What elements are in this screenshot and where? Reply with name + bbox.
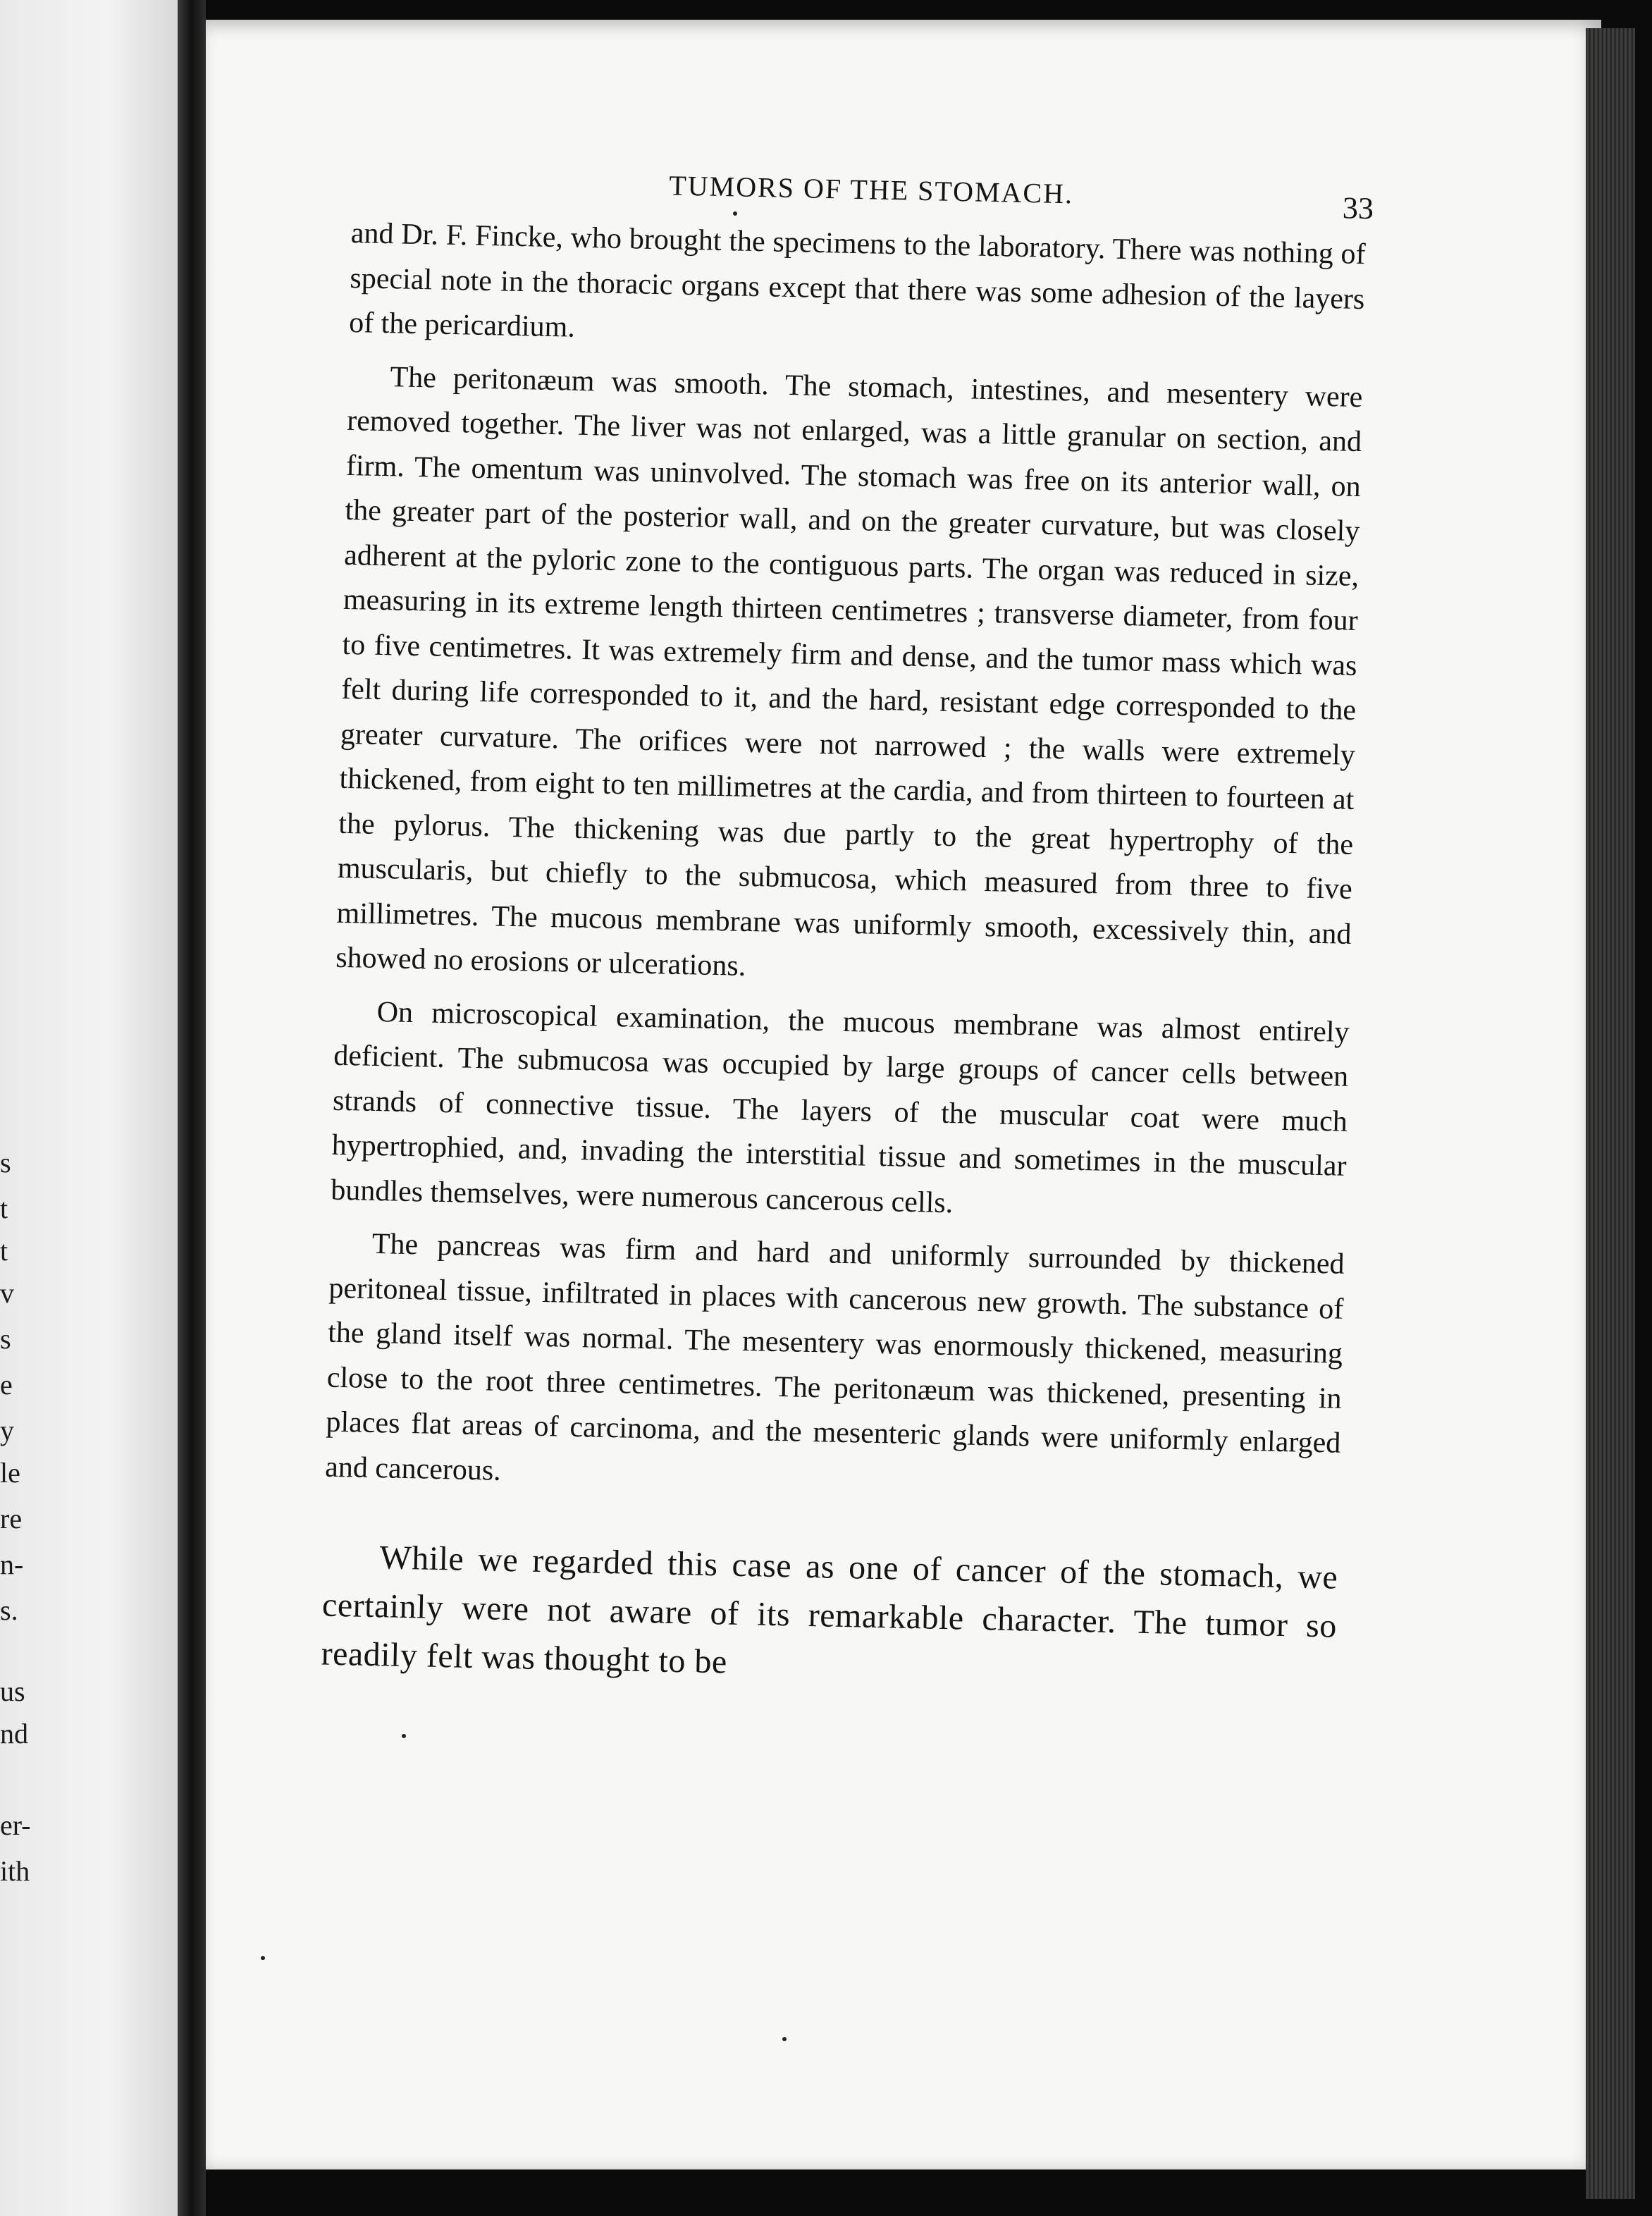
facing-page-fragment: us	[0, 1675, 25, 1707]
facing-page-fragment: t	[0, 1235, 8, 1267]
facing-page-fragment: t	[0, 1193, 8, 1224]
paragraph: On microscopical examination, the mucous membrane was almost entirely deficient. The submucosa was occupied by large groups of cancer cells between strands of connective tissue. The layers of the muscular coat were much hypertrophied, and, invading the interstitial tissue and sometimes in the muscular bundles themselves, were numerous cancerous cells.	[330, 995, 1350, 1219]
facing-page-fragment: er-	[0, 1809, 31, 1841]
paragraph: and Dr. F. Fincke, who brought the specimens to the laboratory. There was nothing of special note in the thoracic organs except that there was some adhesion of the layers of the pericardium.	[348, 216, 1367, 344]
paragraph: The peritonæum was smooth. The stomach, intestines, and mesentery were removed together. The liver was not enlarged, was a little granular on section, and firm. The omentum was uninvolved. The stomach was free on its anterior wall, on the greater part of the posterior wall, and on the greater curvature, but was closely adherent at the pyloric zone to the contiguous parts. The organ was reduced in size, measuring in its extreme length thirteen centimetres ; transverse diameter, from four to five centimetres. It was extremely firm and dense, and the tumor mass which was felt during life corresponded to it, and the hard, resistant edge corresponded to the greater curvature. The orifices were not narrowed ; the walls were extremely thickened, from eight to ten millimetres at the cardia, and from thirteen to fourteen at the pylorus. The thickening was due partly to the great hypertrophy of the muscularis, but chiefly to the submucosa, which measured from three to five millimetres. The mucous membrane was uniformly smooth, excessively thin, and showed no erosions or ulcerations.	[335, 360, 1363, 983]
facing-page-fragment: e	[0, 1369, 13, 1401]
paragraph: The pancreas was firm and hard and uniformly surrounded by thickened peritoneal tissue, infiltrated in places with cancerous new growth. The substance of the gland itself was normal. The mesentery was enormously thickened, measuring close to the root three centimetres. The peritonæum was thickened, presenting in places flat areas of carcinoma, and the mesenteric glands were uniformly enlarged and cancerous.	[324, 1227, 1345, 1487]
page-edges	[1586, 28, 1635, 2199]
running-title: TUMORS OF THE STOMACH.	[668, 169, 1074, 210]
facing-page-fragment: ith	[0, 1855, 30, 1887]
paragraph: While we regarded this case as one of cancer of the stomach, we certainly were not aware of its remarkable character. The tumor so readily felt was thought to be	[321, 1539, 1338, 1681]
facing-page-fragment: n-	[0, 1549, 24, 1580]
facing-page-fragment: s	[0, 1147, 11, 1178]
facing-page-text-fragments	[0, 0, 178, 2216]
facing-page-fragment: v	[0, 1277, 14, 1309]
page-content	[321, 162, 1374, 1699]
facing-page-fragment: re	[0, 1503, 23, 1534]
facing-page-fragment: s.	[0, 1594, 18, 1626]
page-number: 33	[1342, 190, 1374, 226]
facing-page-fragment: nd	[0, 1718, 28, 1749]
facing-page-fragment: s	[0, 1323, 11, 1355]
facing-page-fragment: y	[0, 1415, 14, 1446]
book-gutter	[178, 0, 206, 2216]
body-text	[321, 211, 1366, 1699]
facing-page-fragment: le	[0, 1457, 20, 1489]
